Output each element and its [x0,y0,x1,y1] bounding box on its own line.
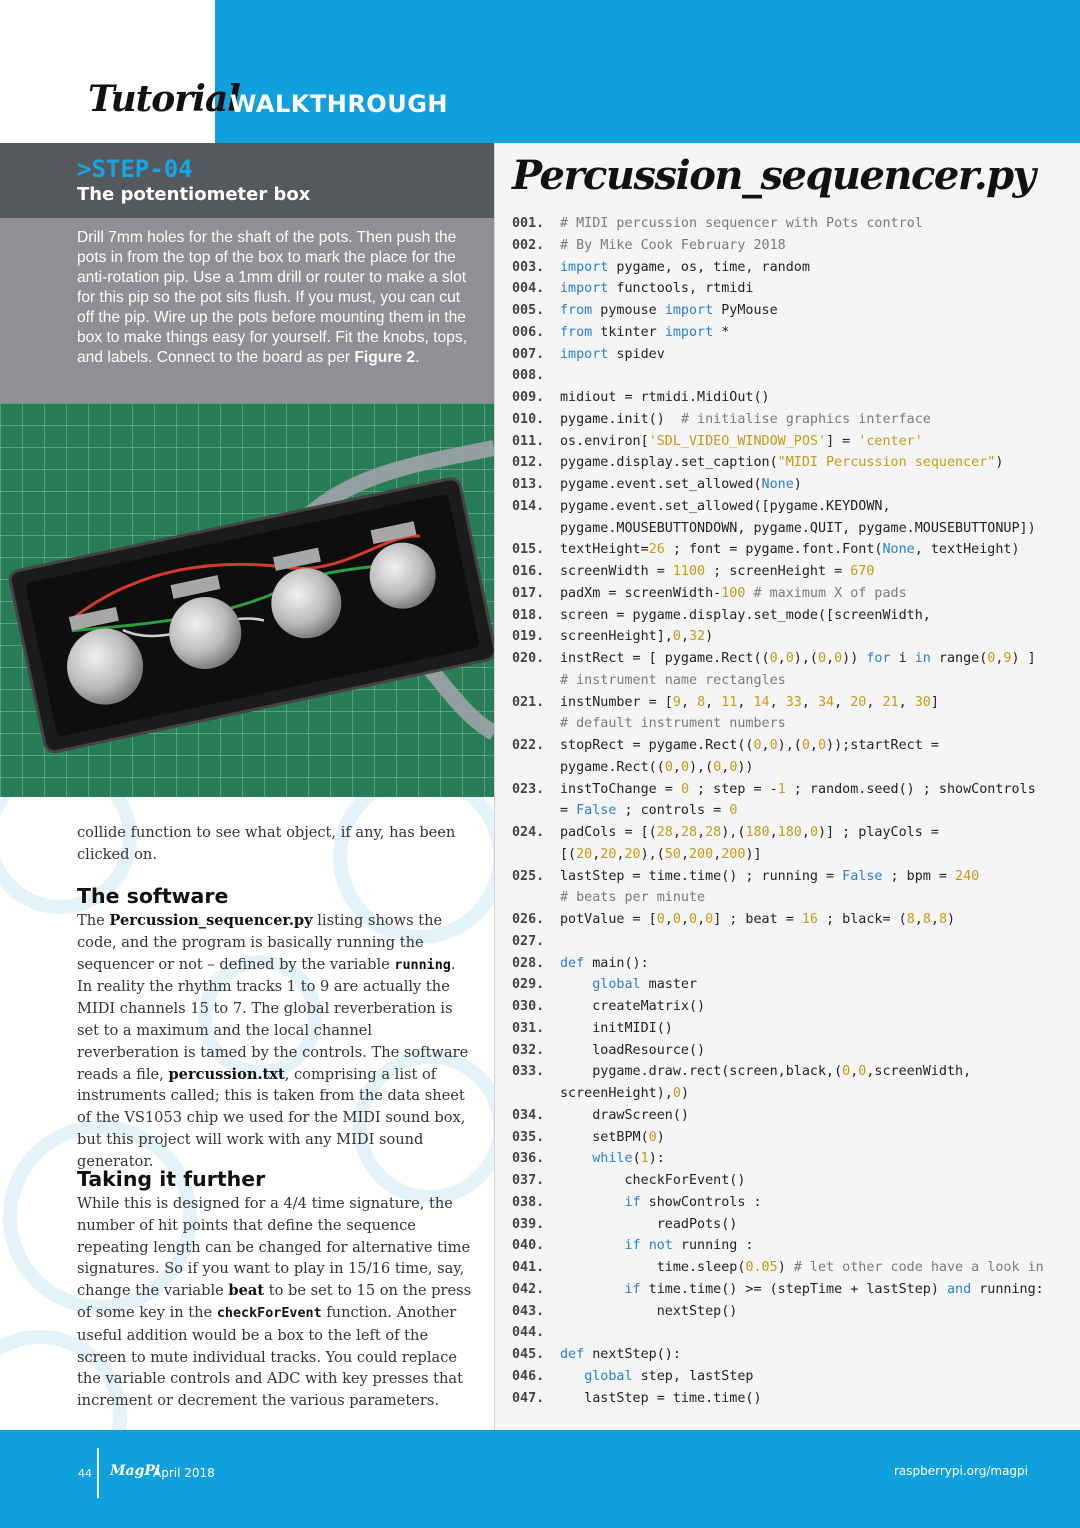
magazine-logo: MagPi [110,1463,161,1479]
step-title: The potentiometer box [77,184,311,205]
line-number: 013. [512,477,545,492]
code-line: readPots() [560,1216,738,1232]
line-number: 015. [512,542,545,558]
code-line: padCols = [(28,28,28),(180,180,0)] ; playCols = [560,825,939,840]
website-link[interactable]: raspberrypi.org/magpi [893,1464,1028,1478]
code-line: # MIDI percussion sequencer with Pots control [560,216,923,231]
photo-illustration [0,403,494,797]
code-line: pygame.display.set_caption("MIDI Percussion sequencer") [560,455,1004,471]
code-line: lastStep = time.time() [560,1390,762,1406]
code-line: = False ; controls = 0 [560,803,738,819]
code-line: instNumber = [9, 8, 11, 14, 33, 34, 20, 21, 30] [560,694,939,710]
line-number: 011. [512,433,545,449]
line-number: 042. [512,1281,545,1297]
issue-date: April 2018 [153,1466,215,1480]
code-line: while(1): [592,1151,665,1167]
code-line: def nextStep(): [560,1347,681,1362]
code-line: def main(): [560,955,649,971]
line-number: 007. [512,346,545,362]
line-number: 022. [512,738,545,753]
code-line: pygame.draw.rect(screen,black,(0,0,screenWidth, [560,1064,972,1080]
line-number: 032. [512,1042,545,1058]
line-number: 017. [512,585,545,601]
header-band [215,0,1080,143]
code-line: pygame.Rect((0,0),(0,0)) [560,759,754,775]
code-line: if not running : [624,1238,754,1254]
line-number: 034. [512,1107,545,1123]
line-number: 038. [512,1194,545,1210]
line-number: 003. [512,259,545,275]
line-number: 037. [512,1173,545,1188]
category-label: WALKTHROUGH [230,90,448,118]
further-heading: Taking it further [77,1167,266,1191]
line-number: 025. [512,868,545,884]
code-line: screenWidth = 1100 ; screenHeight = 670 [560,564,875,579]
line-number: 039. [512,1216,545,1232]
line-number: 024. [512,825,545,840]
step-number: >STEP-04 [77,155,193,183]
code-line: textHeight=26 ; font = pygame.font.Font(None, textHeight) [560,542,1020,558]
code-line: # By Mike Cook February 2018 [560,237,786,253]
code-line: potValue = [0,0,0,0] ; beat = 16 ; black= (8,8,8) [560,912,956,927]
line-number: 043. [512,1303,545,1319]
code-line: from tkinter import * [560,324,730,340]
line-number: 023. [512,781,545,797]
code-line: lastStep = time.time() ; running = False ; bpm = 240 [560,868,980,884]
footer-divider [97,1448,99,1498]
code-line: padXm = screenWidth-100 # maximum X of pads [560,585,907,601]
line-number: 046. [512,1368,545,1384]
listing-title: Percussion_sequencer.py [512,152,1035,199]
code-line: loadResource() [560,1042,706,1058]
line-number: 001. [512,216,545,231]
code-line: from pymouse import PyMouse [560,303,778,318]
code-line: createMatrix() [560,999,706,1014]
line-number: 030. [512,999,545,1014]
intro-continued-text: collide function to see what object, if any, has been clicked on. [77,824,456,863]
line-number: 029. [512,977,545,993]
line-number: 040. [512,1238,545,1254]
code-line: pygame.event.set_allowed([pygame.KEYDOWN, [560,498,891,514]
code-line: pygame.event.set_allowed(None) [560,477,802,492]
code-line: screen = pygame.display.set_mode([screenWidth, [560,607,931,623]
potentiometer-box-photo [0,403,494,797]
line-number: 027. [512,933,545,949]
line-number: 018. [512,607,545,623]
code-line: checkForEvent() [560,1173,746,1188]
line-number: 006. [512,324,545,340]
section-label: Tutorial [88,78,240,120]
line-number: 012. [512,455,545,471]
further-text: While this is designed for a 4/4 time signature, the number of hit points that define the sequence repeating length can be changed for alternative time signatures. So if you want to play in 15/16 time, say, change the variable beat to be set to 15 on the press of some key in the checkForEvent function. Another useful addition would be a box to the left of the screen to mute individual tracks. You could replace the variable controls and ADC with key presses that increment or decrement the various parameters. [77,1195,472,1410]
code-line: initMIDI() [560,1020,673,1036]
code-line: nextStep() [560,1303,738,1319]
line-number: 041. [512,1260,545,1275]
line-number: 033. [512,1064,545,1080]
line-number: 008. [512,368,545,384]
line-number: 035. [512,1129,545,1145]
line-number: 020. [512,651,545,666]
code-line: pygame.MOUSEBUTTONDOWN, pygame.QUIT, pygame.MOUSEBUTTONUP]) [560,520,1036,536]
code-line: stopRect = pygame.Rect((0,0),(0,0));startRect = [560,738,939,753]
code-line: # instrument name rectangles [560,672,786,688]
line-number: 014. [512,498,545,514]
step-header [0,143,494,218]
code-line: # beats per minute [560,890,706,906]
code-line: global step, lastStep [584,1368,754,1384]
line-number: 047. [512,1390,545,1406]
line-number: 016. [512,564,545,579]
line-number: 031. [512,1020,545,1036]
code-line: midiout = rtmidi.MidiOut() [560,390,770,405]
line-number: 028. [512,955,545,971]
code-line: [(20,20,20),(50,200,200)] [560,846,762,862]
code-line: screenHeight),0) [560,1086,689,1101]
line-number: 026. [512,912,545,927]
line-number: 010. [512,411,545,427]
line-number: 036. [512,1151,545,1167]
code-line: instToChange = 0 ; step = -1 ; random.seed() ; showControls [560,781,1036,797]
code-line: if showControls : [624,1194,762,1210]
step-text: Drill 7mm holes for the shaft of the pots. Then push the pots in from the top of the box to mark the place for the anti-rotation pip. Use a 1mm drill or router to make a slot for this pip so the pot sits flush. If you must, you can cut off the pip. Wire up the pots before mounting them in the box to make things easy for yourself. Fit the knobs, tops, and labels. Connect to the board as per Figure 2. [77,229,468,366]
code-line: if time.time() >= (stepTime + lastStep) and running: [624,1281,1044,1297]
code-line: time.sleep(0.05) # let other code have a look in [560,1260,1044,1275]
software-text: The Percussion_sequencer.py listing shows the code, and the program is basically running the sequencer or not – defined by the variable running. In reality the rhythm tracks 1 to 9 are actually the MIDI channels 15 to 7. The global reverberation is set to a maximum and the local channel reverberation is tamed by the controls. The software reads a file, percussion.txt, comprising a list of instruments called; this is taken from the data sheet of the VS1053 chip we used for the MIDI sound box, but this project will work with any MIDI sound generator. [77,912,469,1170]
line-number: 045. [512,1347,545,1362]
line-number: 021. [512,694,545,710]
code-line: import functools, rtmidi [560,281,754,297]
code-line: instRect = [ pygame.Rect((0,0),(0,0)) for i in range(0,9) ] [560,651,1036,666]
code-line: drawScreen() [560,1107,689,1123]
software-heading: The software [77,884,229,908]
line-number: 009. [512,390,545,405]
line-number: 005. [512,303,545,318]
page-number: 44 [78,1467,92,1480]
code-line: import spidev [560,346,665,362]
code-line: pygame.init() # initialise graphics interface [560,411,931,427]
line-number: 002. [512,237,545,253]
line-number: 019. [512,629,545,645]
code-line: screenHeight],0,32) [560,629,714,645]
code-line: setBPM(0) [560,1129,665,1145]
line-number: 004. [512,281,545,297]
code-line: # default instrument numbers [560,716,786,732]
code-line: import pygame, os, time, random [560,259,810,275]
code-line: os.environ['SDL_VIDEO_WINDOW_POS'] = 'center' [560,433,923,449]
code-line: global master [592,977,698,993]
line-number: 044. [512,1325,545,1341]
